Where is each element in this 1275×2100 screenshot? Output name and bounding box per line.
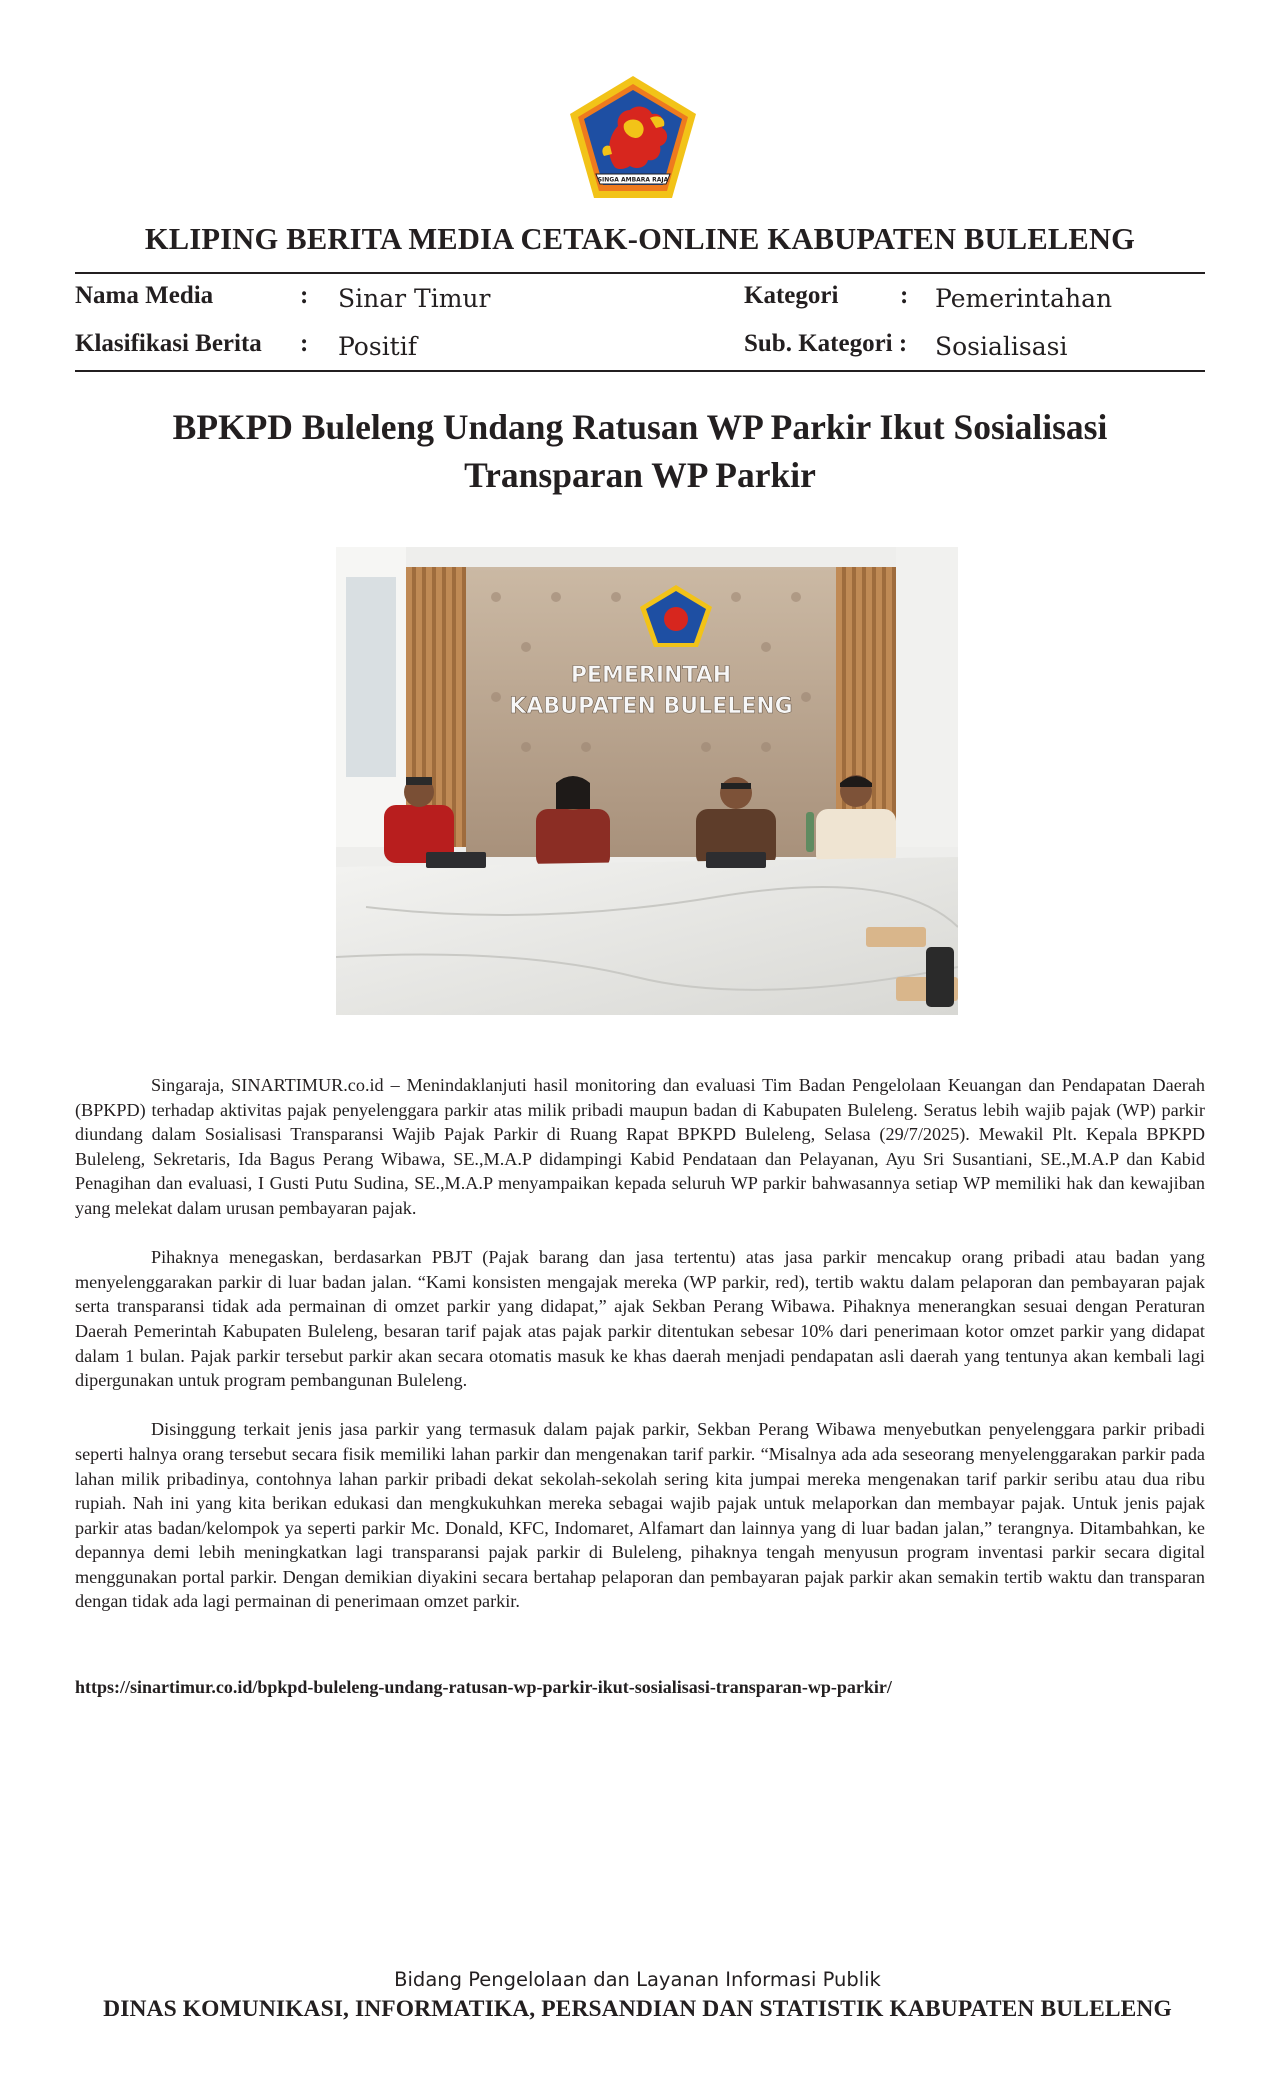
article-title xyxy=(120,403,1160,499)
footer-agency: DINAS KOMUNIKASI, INFORMATIKA, PERSANDIAN DAN STATISTIK KABUPATEN BULELENG xyxy=(103,1996,1172,2022)
article-paragraph-3: Disinggung terkait jenis jasa parkir yang termasuk dalam pajak parkir, Sekban Perang Wibawa menyebutkan penyelenggara parkir pribadi seperti halnya orang tersebut secara fisik memiliki lahan parkir dan mengenakan tarif parkir. “Misalnya ada ada seseorang menyelenggarakan parkir pada lahan milik pribadinya, contohnya lahan parkir pribadi dekat sekolah-sekolah sering kita jumpai mereka mengenakan tarif parkir seribu atau dua ribu rupiah. Nah ini yang kita berikan edukasi dan mengkukuhkan mereka sebagai wajib pajak untuk melaporkan dan membayar pajak. Untuk jenis pajak parkir atas badan/kelompok ya seperti parkir Mc. Donald, KFC, Indomaret, Alfamart dan lainnya yang di luar badan jalan,” terangnya. Ditambahkan, ke depannya demi lebih meningkatkan lagi transparansi pajak parkir di Buleleng, pihaknya tengah menyusun program inventasi parkir secara digital menggunakan portal parkir. Dengan demikian diyakini secara bertahap pelaporan dan pembayaran pajak parkir akan semakin tertib waktu dan transparan dengan tidak ada lagi permainan di penerimaan omzet parkir. xyxy=(75,1419,1205,1612)
photo-wall-text-line-2: KABUPATEN BULELENG xyxy=(509,694,793,719)
media-colon: : xyxy=(300,282,309,309)
classification-value: Positif xyxy=(338,332,417,361)
category-value: Pemerintahan xyxy=(935,284,1113,313)
category-colon: : xyxy=(900,282,909,309)
page-title: KLIPING BERITA MEDIA CETAK-ONLINE KABUPATEN BULELENG xyxy=(144,222,1136,256)
media-label: Nama Media xyxy=(75,282,214,309)
article-paragraph-2: Pihaknya menegaskan, berdasarkan PBJT (Pajak barang dan jasa tertentu) atas jasa parkir mencakup orang pribadi atau badan yang menyelenggarakan parkir di luar badan jalan. “Kami konsisten mengajak mereka (WP parkir, red), tertib waktu dalam pelaporan dan pembayaran pajak serta transparansi tidak ada permainan di omzet parkir yang didapat,” ajak Sekban Perang Wibawa. Pihaknya menerangkan sesuai dengan Peraturan Daerah Pemerintah Kabupaten Buleleng, besaran tarif pajak atas pajak parkir ditentukan sebesar 10% dari penerimaan kotor omzet parkir yang didapat dalam 1 bulan. Pajak parkir tersebut parkir akan secara otomatis masuk ke khas daerah menjadi pendapatan asli daerah yang tentunya akan kembali lagi dipergunakan untuk program pembangunan Buleleng. xyxy=(75,1247,1205,1391)
header-divider-bottom xyxy=(75,370,1205,372)
footer-unit: Bidang Pengelolaan dan Layanan Informasi Publik xyxy=(394,1968,881,1991)
media-value: Sinar Timur xyxy=(338,284,491,313)
article-photo xyxy=(336,547,958,1015)
article-title-line-1: BPKPD Buleleng Undang Ratusan WP Parkir Ikut Sosialisasi xyxy=(172,407,1108,447)
subcategory-value: Sosialisasi xyxy=(935,332,1068,361)
article-title-line-2: Transparan WP Parkir xyxy=(464,455,816,495)
article-body xyxy=(75,1073,1205,1639)
buleleng-emblem xyxy=(566,74,700,202)
category-label: Kategori xyxy=(744,282,839,309)
classification-colon: : xyxy=(300,330,309,357)
classification-label: Klasifikasi Berita xyxy=(75,330,262,357)
subcategory-label: Sub. Kategori : xyxy=(744,330,908,357)
article-paragraph-1: Singaraja, SINARTIMUR.co.id – Menindaklanjuti hasil monitoring dan evaluasi Tim Badan Pengelolaan Keuangan dan Pendapatan Daerah (BPKPD) terhadap aktivitas pajak penyelenggara parkir atas milik pribadi maupun badan di Kabupaten Buleleng. Seratus lebih wajib pajak (WP) parkir diundang dalam Sosialisasi Transparansi Wajib Pajak Parkir di Ruang Rapat BPKPD Buleleng, Selasa (29/7/2025). Mewakil Plt. Kepala BPKPD Buleleng, Sekretaris, Ida Bagus Perang Wibawa, SE.,M.A.P didampingi Kabid Pendataan dan Pelayanan, Ayu Sri Susantiani, SE.,M.A.P dan Kabid Penagihan dan evaluasi, I Gusti Putu Sudina, SE.,M.A.P menyampaikan kepada seluruh WP parkir bahwasannya setiap WP memiliki hak dan kewajiban yang melekat dalam urusan pembayaran pajak. xyxy=(75,1075,1205,1218)
header-divider-top xyxy=(75,272,1205,274)
meeting-photo-image xyxy=(336,547,958,1015)
source-url-link[interactable]: https://sinartimur.co.id/bpkpd-buleleng-undang-ratusan-wp-parkir-ikut-sosialisasi-transparan-wp-parkir/ xyxy=(75,1677,892,1697)
emblem-motto: SINGA AMBARA RAJA xyxy=(597,176,669,184)
emblem-icon xyxy=(566,74,700,202)
photo-wall-text-line-1: PEMERINTAH xyxy=(570,663,732,688)
